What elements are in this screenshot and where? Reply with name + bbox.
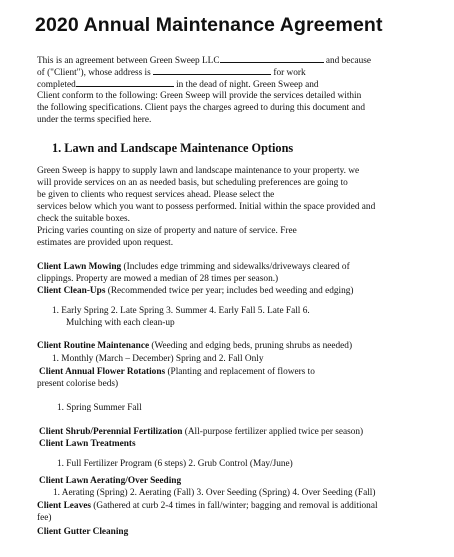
item-clean-ups [37,285,354,297]
item-shrub-fertilization [39,426,363,438]
item-title: Client Lawn Aerating/Over Seeding [39,476,182,486]
item-desc: (Gathered at curb 2-4 times in fall/winter; bagging and removal is additional [90,501,378,511]
section-para-line: check the suitable boxes. [37,214,130,224]
section-para-line: be given to clients who request services ahead. Please select the [37,190,275,200]
intro-text: This is an agreement between Green Sweep LLC [37,56,220,66]
item-flower-rotations [39,366,315,378]
item-desc: (Planting and replacement of flowers to [165,367,315,377]
blank-line-party[interactable] [220,54,324,63]
item-routine-maintenance [37,340,352,352]
item-aerating [39,475,181,487]
item-title: Client Annual Flower Rotations [39,367,166,377]
option-list[interactable]: 1. Monthly (March – December) Spring and 2. Fall Only [52,354,264,364]
item-desc-line: fee) [37,513,52,523]
item-title: Client Shrub/Perennial Fertilization [39,427,183,437]
item-desc: (Recommended twice per year; includes bed weeding and edging) [105,286,354,296]
section-para-line: will provide services on an as needed basis, but scheduling preferences are going to [37,178,348,188]
item-title: Client Routine Maintenance [37,341,150,351]
item-desc: (Weeding and edging beds, pruning shrubs as needed) [149,341,353,351]
item-desc: (Includes edge trimming and sidewalks/driveways cleared of [121,262,350,272]
option-list[interactable]: 1. Early Spring 2. Late Spring 3. Summer 4. Early Fall 5. Late Fall 6. [52,306,310,316]
item-desc: (All-purpose fertilizer applied twice per season) [182,427,364,437]
intro-line-4: Client conform to the following: Green Sweep will provide the services detailed within [37,91,362,101]
document-title: 2020 Annual Maintenance Agreement [35,14,383,36]
item-desc-line: clippings. Property are mowed a median of 28 times per season.) [37,274,279,284]
item-title: Client Lawn Treatments [39,439,136,449]
intro-text: for work [273,68,306,78]
item-title: Client Gutter Cleaning [37,527,129,537]
section-heading: 1. Lawn and Landscape Maintenance Options [52,141,294,155]
item-title: Client Leaves [37,501,91,511]
section-para-line: Pricing varies counting on size of property and nature of service. Free [37,226,297,236]
blank-line-address[interactable] [153,66,271,75]
item-gutter-cleaning [37,526,128,538]
item-lawn-treatments [39,438,136,450]
intro-text: completed [37,80,76,90]
option-list[interactable]: 1. Spring Summer Fall [57,403,142,413]
option-list[interactable]: Mulching with each clean-up [66,318,175,328]
intro-line-6: under the terms specified here. [37,115,152,125]
intro-text: of ("Client"), whose address is [37,68,151,78]
item-title: Client Lawn Mowing [37,262,122,272]
intro-text: and because [325,56,372,66]
option-list[interactable]: 1. Aerating (Spring) 2. Aerating (Fall) 3. Over Seeding (Spring) 4. Over Seeding (Fall) [53,488,376,498]
option-list[interactable]: 1. Full Fertilizer Program (6 steps) 2. Grub Control (May/June) [57,459,293,469]
intro-line-5: the following specifications. Client pays the charges agreed to during this document and [37,103,365,113]
item-desc-line: present colorise beds) [37,379,119,389]
section-para-line: Green Sweep is happy to supply lawn and landscape maintenance to your property. we [37,166,360,176]
intro-text: in the dead of night. Green Sweep and [176,80,319,90]
section-para-line: services below which you want to possess performed. Initial within the space provided and [37,202,376,212]
item-lawn-mowing [37,261,350,273]
section-para-line: estimates are provided upon request. [37,238,174,248]
blank-line-work[interactable] [76,78,174,87]
item-leaves [37,500,378,512]
item-title: Client Clean-Ups [37,286,106,296]
